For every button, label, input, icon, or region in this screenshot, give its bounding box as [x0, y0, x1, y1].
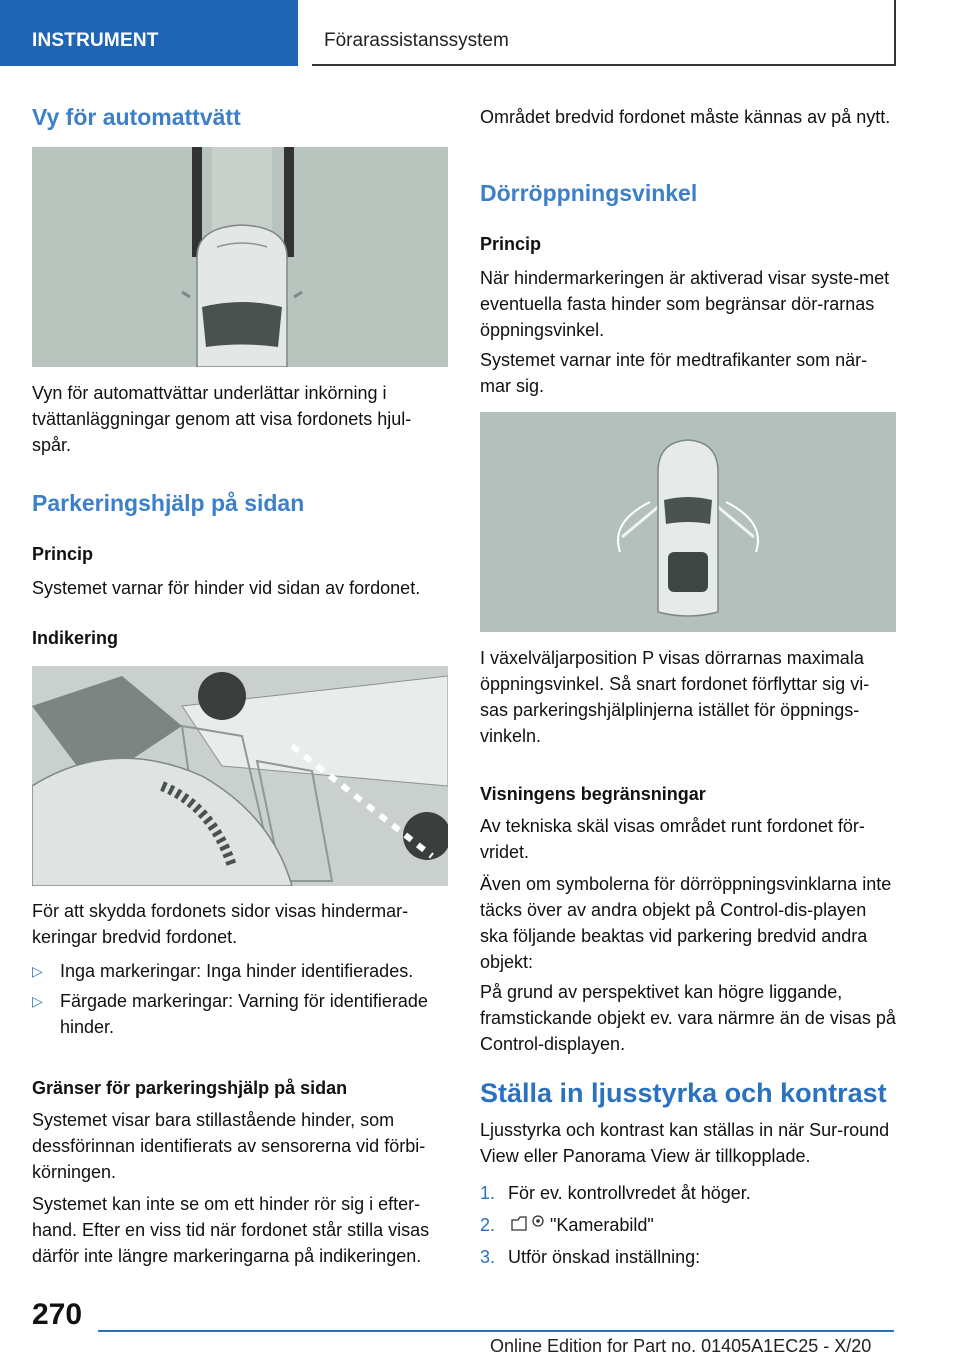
heading-view-limits: Visningens begränsningar [480, 784, 706, 804]
step-number: 3. [480, 1247, 496, 1267]
heading-principle: Princip [32, 544, 94, 564]
triangle-bullet-icon: ▷ [32, 993, 43, 1009]
step-text: För ev. kontrollvredet åt höger. [508, 1183, 751, 1203]
heading-carwash: Vy för automattvätt [32, 104, 241, 130]
indication-text: För att skydda fordonets sidor visas hindermar-keringar bredvid fordonet. [32, 901, 409, 947]
heading-door-angle: Dörröppningsvinkel [480, 180, 698, 206]
view-limits-text-1: Av tekniska skäl visas området runt fordonet för-vridet. [480, 816, 865, 862]
section-title: INSTRUMENT [32, 30, 159, 51]
indication-figure [32, 666, 448, 886]
heading-brightness: Ställa in ljusstyrka och kontrast [480, 1078, 887, 1108]
list-item [32, 988, 452, 1040]
camera-settings-icon [508, 1212, 548, 1241]
view-limits-text-3: På grund av perspektivet kan högre liggande, framstickande objekt ev. vara närmre än de visas på Control-displayen. [480, 982, 896, 1054]
carwash-text: Vyn för automattvättar underlättar inkörning i tvättanläggningar genom att visa fordonets hjul-spår. [32, 383, 412, 455]
carwash-figure [32, 147, 448, 367]
step-number: 2. [480, 1215, 496, 1235]
chapter-tab [312, 0, 896, 66]
footer-divider [98, 1330, 894, 1332]
heading-principle-2: Princip [480, 234, 542, 254]
heading-indication: Indikering [32, 628, 119, 648]
chapter-title: Förarassistanssystem [324, 30, 509, 51]
limits-text-1: Systemet visar bara stillastående hinder, som dessförinnan identifierats av sensorerna vid förbi-körningen. [32, 1110, 426, 1182]
principle-text: Systemet varnar för hinder vid sidan av fordonet. [32, 578, 421, 598]
brightness-text: Ljusstyrka och kontrast kan ställas in när Sur-round View eller Panorama View är tillkopplade. [480, 1120, 890, 1166]
heading-limits: Gränser för parkeringshjälp på sidan [32, 1078, 348, 1098]
edition-footer: Online Edition for Part no. 01405A1EC25 - X/20 [490, 1336, 872, 1356]
door-text-2: Systemet varnar inte för medtrafikanter som när-mar sig. [480, 350, 868, 396]
step-text: Utför önskad inställning: [508, 1247, 701, 1267]
view-limits-text-2: Även om symbolerna för dörröppningsvinklarna inte täcks över av andra objekt på Control-dis-playen ska följande beaktas vid parkering bredvid andra objekt: [480, 874, 892, 972]
section-tab [0, 0, 298, 66]
door-angle-figure [480, 412, 896, 632]
list-item-text: Färgade markeringar: Varning för identifierade hinder. [60, 991, 428, 1037]
step-text: "Kamerabild" [550, 1215, 654, 1235]
step-number: 1. [480, 1183, 496, 1203]
list-item-text: Inga markeringar: Inga hinder identifierades. [60, 961, 414, 981]
heading-side-park: Parkeringshjälp på sidan [32, 490, 305, 516]
door-text-1: När hindermarkeringen är aktiverad visar syste-met eventuella fasta hinder som begränsar dör-rarnas öppningsvinkel. [480, 268, 890, 340]
limits-text-2: Systemet kan inte se om ett hinder rör sig i efter-hand. Efter en viss tid när fordonet står stilla visas därför inte längre markeringarna på indikeringen. [32, 1194, 430, 1266]
door-text-3: I växelväljarposition P visas dörrarnas maximala öppningsvinkel. Så snart fordonet förflyttar sig vi-sas parkeringshjälplinjerna istället för öppnings-vinkeln. [480, 648, 870, 746]
triangle-bullet-icon: ▷ [32, 963, 43, 979]
continued-text: Området bredvid fordonet måste kännas av på nytt. [480, 107, 891, 127]
page-number: 270 [32, 1298, 83, 1331]
